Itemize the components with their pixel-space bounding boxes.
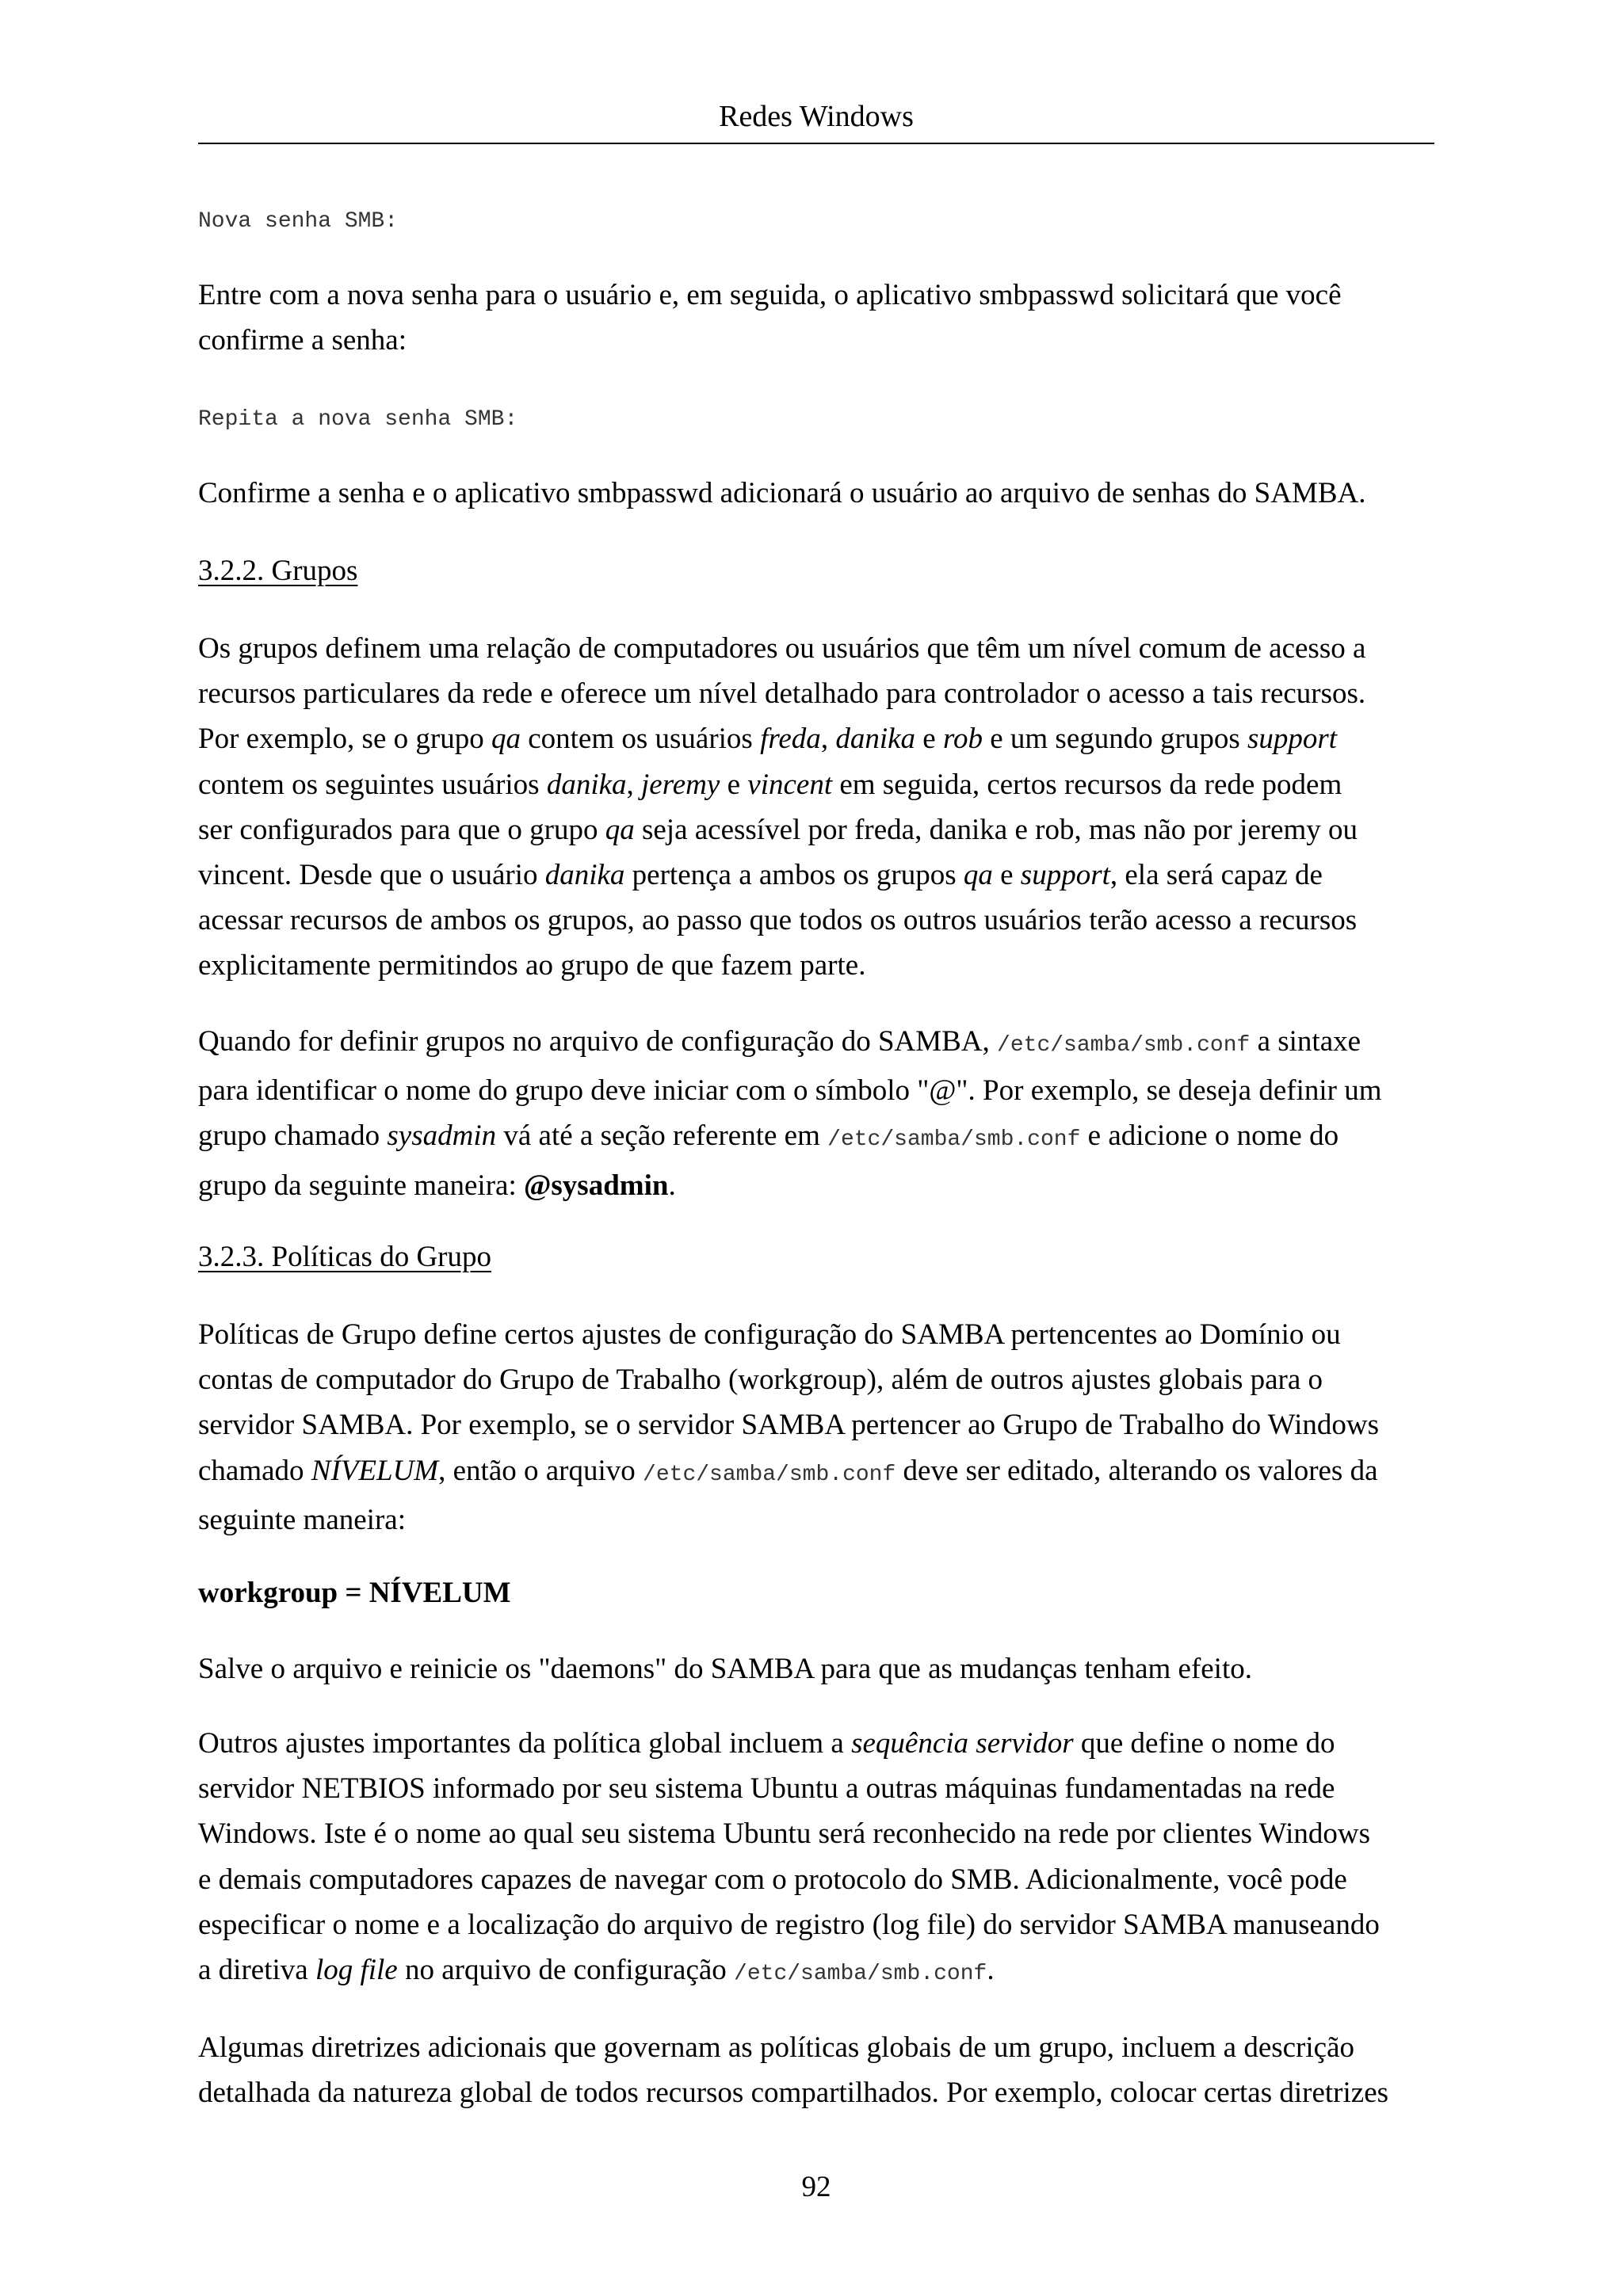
- text-run: chamado: [198, 1454, 311, 1487]
- italic-run: qa: [605, 813, 635, 846]
- text-run: Por exemplo, se o grupo: [198, 723, 491, 756]
- bold-run: @sysadmin: [523, 1169, 669, 1202]
- code-new-password-prompt: Nova senha SMB:: [198, 209, 399, 234]
- text-run: ,: [820, 723, 836, 756]
- italic-run: vincent: [747, 768, 833, 801]
- text-line: [198, 1947, 1434, 1997]
- text-run: no arquivo de configuração: [397, 1954, 735, 1987]
- italic-run: support: [1247, 723, 1338, 756]
- paragraph-global-settings: [198, 1721, 1434, 1997]
- text-run: .: [668, 1169, 676, 1202]
- paragraph-politicas: [198, 1312, 1434, 1543]
- italic-run: jeremy: [641, 768, 720, 801]
- italic-run: rob: [942, 723, 983, 756]
- paragraph-save-restart: [198, 1646, 1434, 1691]
- text-run: pertença a ambos os grupos: [624, 859, 964, 892]
- italic-run: log file: [315, 1954, 398, 1987]
- text-line: Confirme a senha e o aplicativo smbpasswd adicionará o usuário ao arquivo de senhas do SAMBA.: [198, 477, 1366, 509]
- paragraph-enter-password: [198, 273, 1434, 363]
- italic-run: sysadmin: [387, 1119, 497, 1153]
- italic-run: sequência servidor: [851, 1727, 1074, 1760]
- text-line: servidor SAMBA. Por exemplo, se o servidor SAMBA pertencer ao Grupo de Trabalho do Windows: [198, 1409, 1380, 1442]
- italic-run: qa: [491, 723, 521, 756]
- text-line: servidor NETBIOS informado por seu sistema Ubuntu a outras máquinas fundamentadas na rede: [198, 1772, 1335, 1806]
- text-line: [198, 807, 1434, 852]
- text-run: e: [915, 723, 943, 756]
- text-line: [198, 852, 1434, 898]
- italic-run: freda: [760, 723, 821, 756]
- text-line: [198, 1721, 1434, 1766]
- italic-run: qa: [963, 859, 993, 892]
- paragraph-group-syntax: [198, 1019, 1434, 1208]
- document-page: [198, 0, 1434, 2296]
- text-run: ,: [626, 768, 642, 801]
- code-repeat-password-prompt: Repita a nova senha SMB:: [198, 407, 518, 432]
- text-run: ser configurados para que o grupo: [198, 813, 605, 846]
- page-header: Redes Windows: [719, 100, 914, 133]
- text-line: [198, 1163, 1434, 1208]
- text-run: e: [720, 768, 748, 801]
- text-run: e adicione o nome do: [1080, 1119, 1339, 1153]
- text-line: [198, 1019, 1434, 1068]
- text-run: e um segundo grupos: [982, 723, 1247, 756]
- text-run: grupo chamado: [198, 1119, 388, 1153]
- inline-code: /etc/samba/smb.conf: [997, 1033, 1251, 1058]
- italic-run: danika: [835, 723, 916, 756]
- text-run: vá até a seção referente em: [496, 1119, 828, 1153]
- paragraph-additional-directives: [198, 2025, 1434, 2115]
- inline-code: /etc/samba/smb.conf: [827, 1127, 1081, 1153]
- text-line: confirme a senha:: [198, 324, 407, 357]
- text-run: , ela será capaz de: [1109, 859, 1323, 892]
- text-run: seja acessível por freda, danika e rob, mas não por jeremy ou: [634, 813, 1358, 846]
- text-run: , então o arquivo: [438, 1454, 643, 1487]
- text-line: Os grupos definem uma relação de computadores ou usuários que têm um nível comum de acesso a: [198, 632, 1366, 665]
- text-run: contem os usuários: [520, 723, 761, 756]
- text-run: Quando for definir grupos no arquivo de configuração do SAMBA,: [198, 1025, 998, 1058]
- text-line: Salve o arquivo e reinicie os "daemons" do SAMBA para que as mudanças tenham efeito.: [198, 1653, 1252, 1685]
- text-line: Algumas diretrizes adicionais que governam as políticas globais de um grupo, incluem a descrição: [198, 2031, 1355, 2064]
- text-line: recursos particulares da rede e oferece um nível detalhado para controlador o acesso a tais recursos.: [198, 677, 1366, 711]
- text-line: Entre com a nova senha para o usuário e, em seguida, o aplicativo smbpasswd solicitará que você: [198, 279, 1342, 311]
- page-number: 92: [801, 2171, 831, 2203]
- italic-run: danika: [544, 859, 625, 892]
- text-run: Outros ajustes importantes da política global incluem a: [198, 1727, 852, 1760]
- section-heading-politicas: 3.2.3. Políticas do Grupo: [198, 1241, 491, 1273]
- italic-run: support: [1020, 859, 1110, 892]
- section-heading-grupos: 3.2.2. Grupos: [198, 555, 358, 587]
- text-run: .: [987, 1954, 995, 1987]
- text-run: grupo da seguinte maneira:: [198, 1169, 524, 1202]
- inline-code: /etc/samba/smb.conf: [643, 1462, 896, 1487]
- text-run: a diretiva: [198, 1954, 315, 1987]
- paragraph-grupos: [198, 626, 1434, 989]
- text-line: [198, 1448, 1434, 1497]
- text-run: e: [992, 859, 1021, 892]
- paragraph-confirm-password: [198, 471, 1434, 516]
- text-run: em seguida, certos recursos da rede podem: [832, 768, 1342, 801]
- text-run: a sintaxe: [1250, 1025, 1361, 1058]
- text-line: Windows. Iste é o nome ao qual seu sistema Ubuntu será reconhecido na rede por clientes Windows: [198, 1817, 1371, 1851]
- italic-run: danika: [546, 768, 627, 801]
- workgroup-setting: [198, 1570, 1434, 1615]
- text-line: Políticas de Grupo define certos ajustes de configuração do SAMBA pertencentes ao Domínio ou: [198, 1318, 1341, 1351]
- text-line: para identificar o nome do grupo deve iniciar com o símbolo "@". Por exemplo, se deseja definir um: [198, 1074, 1382, 1108]
- header-rule: [198, 143, 1434, 144]
- inline-code: /etc/samba/smb.conf: [734, 1962, 987, 1987]
- text-run: vincent. Desde que o usuário: [198, 859, 545, 892]
- text-run: contem os seguintes usuários: [198, 768, 547, 801]
- text-line: contas de computador do Grupo de Trabalho (workgroup), além de outros ajustes globais para o: [198, 1363, 1323, 1397]
- text-run: que define o nome do: [1073, 1727, 1335, 1760]
- text-line: [198, 762, 1434, 807]
- text-line: e demais computadores capazes de navegar com o protocolo do SMB. Adicionalmente, você pode: [198, 1863, 1347, 1896]
- text-line: seguinte maneira:: [198, 1503, 406, 1536]
- text-line: [198, 1113, 1434, 1162]
- italic-run: NÍVELUM: [311, 1454, 439, 1487]
- text-line: acessar recursos de ambos os grupos, ao passo que todos os outros usuários terão acesso a recursos: [198, 904, 1358, 937]
- text-run: deve ser editado, alterando os valores da: [896, 1454, 1378, 1487]
- text-line: workgroup = NÍVELUM: [198, 1577, 511, 1609]
- text-line: detalhada da natureza global de todos recursos compartilhados. Por exemplo, colocar certas diretrizes: [198, 2077, 1389, 2110]
- text-line: especificar o nome e a localização do arquivo de registro (log file) do servidor SAMBA manuseando: [198, 1908, 1380, 1941]
- text-line: explicitamente permitindos ao grupo de que fazem parte.: [198, 949, 866, 982]
- text-line: [198, 716, 1434, 761]
